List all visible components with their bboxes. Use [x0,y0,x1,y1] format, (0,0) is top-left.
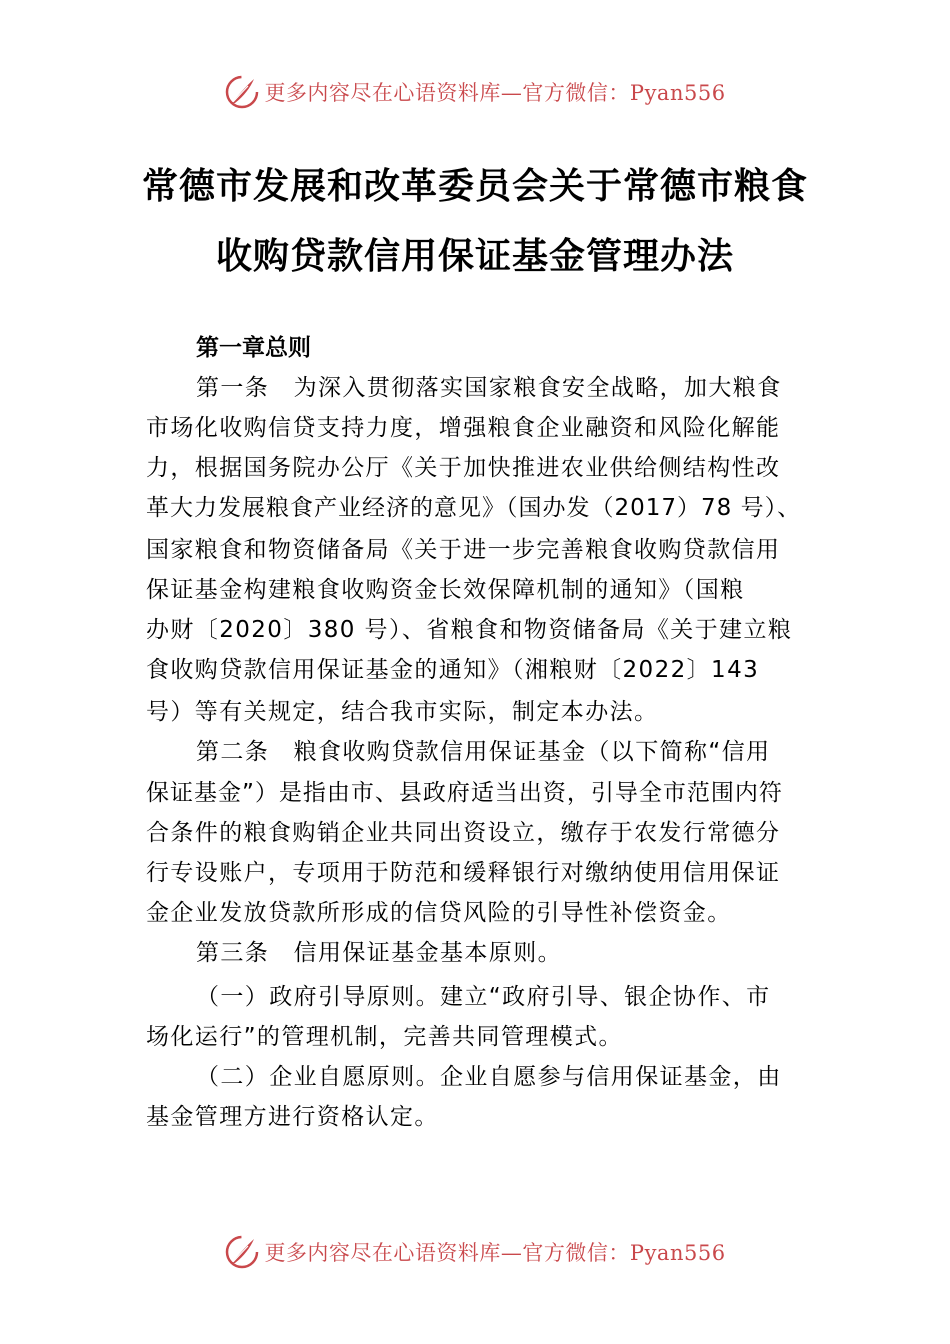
footer-watermark-text: 更多内容尽在心语资料库—官方微信：Pyan556 [264,1241,726,1265]
body-line: 保证基金构建粮食收购资金长效保障机制的通知》（国粮 [146,577,745,603]
body-line: （一）政府引导原则。建立“政府引导、银企协作、市 [196,984,771,1010]
body-line: 办财〔2020〕380 号）、省粮食和物资储备局《关于建立粮 [146,617,793,643]
body-line: 第一条 为深入贯彻落实国家粮食安全战略，加大粮食 [196,375,782,401]
body-line: 力，根据国务院办公厅《关于加快推进农业供给侧结构性改 [146,455,781,481]
body-line: 国家粮食和物资储备局《关于进一步完善粮食收购贷款信用 [146,537,781,563]
body-line: 第二条 粮食收购贷款信用保证基金（以下简称“信用 [196,739,771,765]
body-line: 革大力发展粮食产业经济的意见》（国办发（2017）78 号）、 [146,495,802,521]
body-line: 保证基金”）是指由市、县政府适当出资，引导全市范围内符 [146,780,783,806]
body-line: 基金管理方进行资格认定。 [146,1104,439,1130]
chapter-heading: 第一章总则 [196,335,311,361]
body-line: 行专设账户，专项用于防范和缓释银行对缴纳使用信用保证 [146,860,781,886]
body-line: （二）企业自愿原则。企业自愿参与信用保证基金，由 [196,1064,782,1090]
quill-seal-icon [224,74,260,110]
footer-watermark-banner [0,1232,950,1272]
document-title-line-1: 常德市发展和改革委员会关于常德市粮食 [141,165,808,207]
quill-seal-icon [224,1234,260,1270]
header-watermark-banner [0,72,950,112]
body-line: 市场化收购信贷支持力度，增强粮食企业融资和风险化解能 [146,415,781,441]
body-line: 场化运行”的管理机制，完善共同管理模式。 [146,1024,623,1050]
header-watermark-text: 更多内容尽在心语资料库—官方微信：Pyan556 [264,81,726,105]
body-line: 金企业发放贷款所形成的信贷风险的引导性补偿资金。 [146,900,732,926]
body-line: 食收购贷款信用保证基金的通知》（湘粮财〔2022〕143 [146,657,760,683]
body-line: 第三条 信用保证基金基本原则。 [196,940,562,966]
document-title-line-2: 收购贷款信用保证基金管理办法 [215,235,734,277]
body-line: 号）等有关规定，结合我市实际，制定本办法。 [146,699,659,725]
body-line: 合条件的粮食购销企业共同出资设立，缴存于农发行常德分 [146,820,781,846]
